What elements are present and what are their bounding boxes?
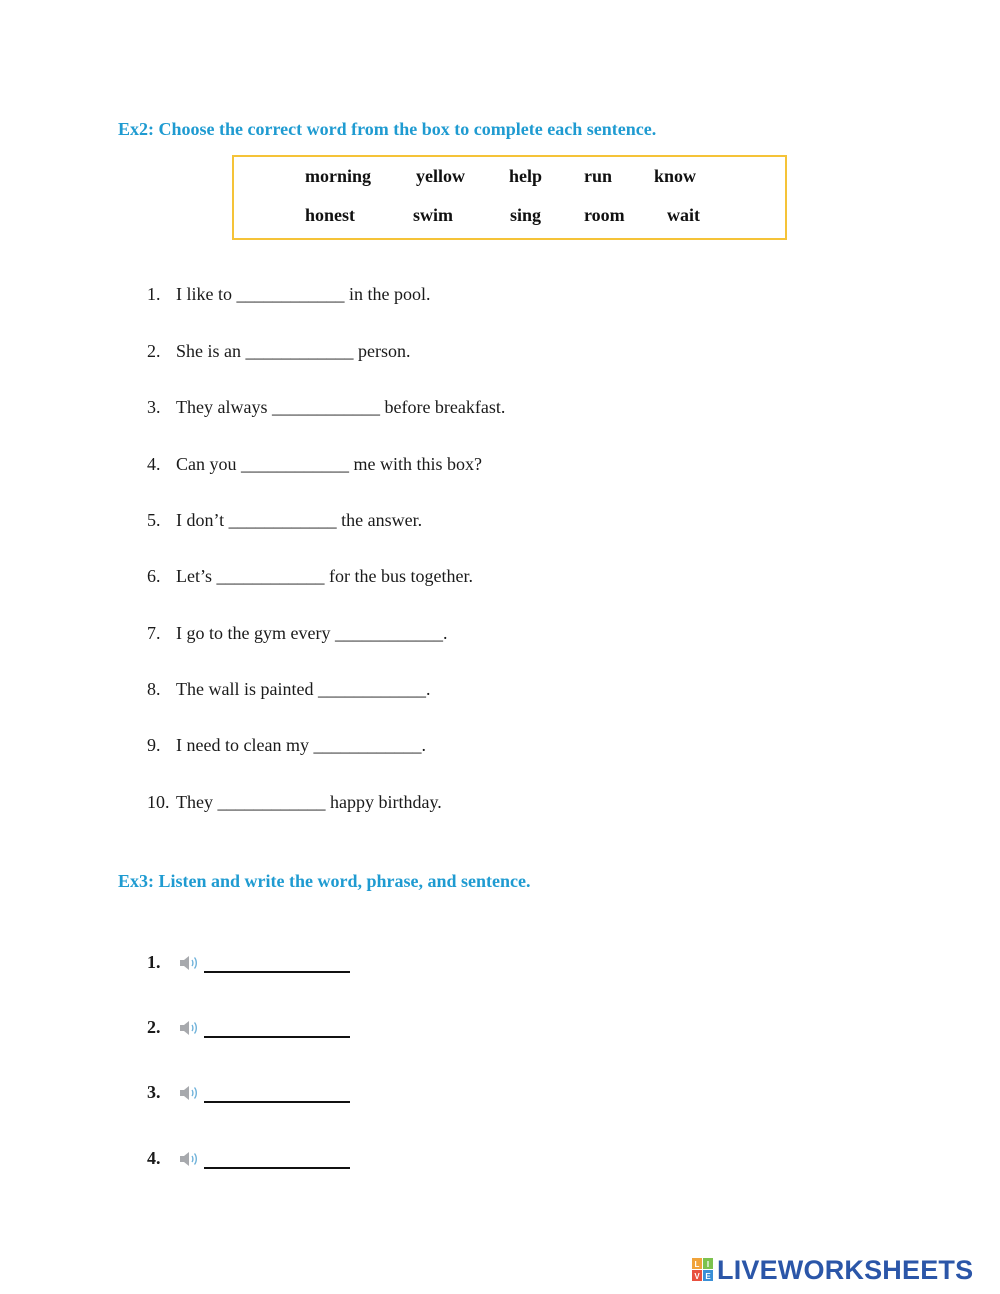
word-bank-item: know: [654, 166, 697, 186]
listen-item-number: 2.: [147, 1017, 161, 1037]
word-bank-item: sing: [510, 205, 542, 225]
exercise-3-title: Ex3: Listen and write the word, phrase, and sentence.: [118, 871, 531, 891]
speaker-icon[interactable]: [179, 954, 201, 972]
svg-text:L: L: [694, 1260, 700, 1269]
sentence-item: [147, 454, 482, 475]
sentence-text: The wall is painted ____________.: [176, 679, 431, 699]
word-bank-item: wait: [667, 205, 700, 225]
logo-text: LIVEWORKSHEETS: [717, 1254, 974, 1285]
sentence-text: Can you ____________ me with this box?: [176, 454, 482, 474]
exercise-2-title: Ex2: Choose the correct word from the box to complete each sentence.: [118, 119, 657, 139]
liveworksheets-logo: [692, 1255, 973, 1285]
sentence-number: 2.: [147, 341, 161, 361]
word-bank-item: yellow: [416, 166, 465, 186]
logo-mark-icon: [692, 1258, 714, 1282]
sentence-item: [147, 792, 442, 813]
svg-text:I: I: [706, 1260, 710, 1269]
speaker-icon[interactable]: [179, 1150, 201, 1168]
sentence-item: [147, 341, 410, 362]
sentence-number: 3.: [147, 397, 161, 417]
svg-text:V: V: [694, 1272, 700, 1281]
sentence-text: She is an ____________ person.: [176, 341, 411, 361]
sentence-item: [147, 566, 473, 587]
sentence-text: I go to the gym every ____________.: [176, 623, 448, 643]
sentence-number: 1.: [147, 284, 161, 304]
sentence-number: 6.: [147, 566, 161, 586]
sentence-text: I don’t ____________ the answer.: [176, 510, 423, 530]
word-bank-item: room: [584, 205, 625, 225]
sentence-number: 8.: [147, 679, 161, 699]
sentence-text: Let’s ____________ for the bus together.: [176, 566, 473, 586]
listen-answer-input[interactable]: [204, 1036, 350, 1038]
sentence-number: 5.: [147, 510, 161, 530]
sentence-number: 10.: [147, 792, 170, 812]
sentence-item: [147, 284, 430, 305]
sentence-text: I like to ____________ in the pool.: [176, 284, 431, 304]
speaker-icon[interactable]: [179, 1019, 201, 1037]
sentence-item: [147, 623, 447, 644]
word-bank-item: help: [509, 166, 543, 186]
sentence-text: They always ____________ before breakfast.: [176, 397, 506, 417]
word-bank-item: run: [584, 166, 613, 186]
listen-answer-input[interactable]: [204, 1101, 350, 1103]
word-bank-item: morning: [305, 166, 372, 186]
listen-item-number: 4.: [147, 1148, 161, 1168]
word-bank-item: swim: [413, 205, 453, 225]
sentence-item: [147, 679, 430, 700]
listen-item-number: 3.: [147, 1082, 161, 1102]
listen-item-number: 1.: [147, 952, 161, 972]
listen-answer-input[interactable]: [204, 1167, 350, 1169]
word-bank-item: honest: [305, 205, 356, 225]
speaker-icon[interactable]: [179, 1084, 201, 1102]
svg-text:E: E: [705, 1272, 711, 1281]
sentence-item: [147, 397, 505, 418]
sentence-number: 4.: [147, 454, 161, 474]
sentence-text: I need to clean my ____________.: [176, 735, 426, 755]
sentence-item: [147, 510, 422, 531]
sentence-number: 7.: [147, 623, 161, 643]
word-bank-box: [232, 155, 787, 240]
listen-answer-input[interactable]: [204, 971, 350, 973]
sentence-text: They ____________ happy birthday.: [176, 792, 442, 812]
sentence-number: 9.: [147, 735, 161, 755]
sentence-item: [147, 735, 426, 756]
